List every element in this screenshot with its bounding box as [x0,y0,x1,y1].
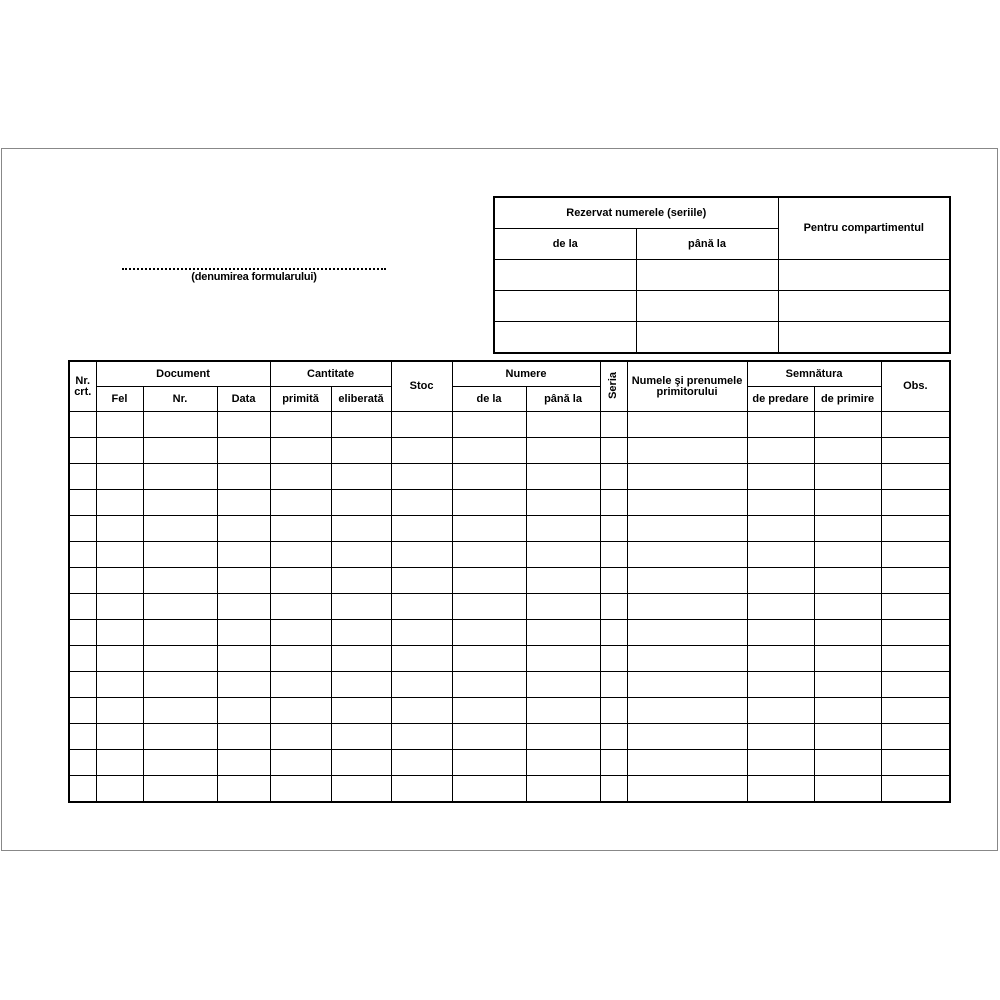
table-cell[interactable] [217,464,270,490]
table-cell[interactable] [69,776,96,803]
table-cell[interactable] [627,724,747,750]
table-cell[interactable] [217,490,270,516]
table-cell[interactable] [96,594,143,620]
table-cell[interactable] [452,412,526,438]
table-cell[interactable] [814,438,881,464]
table-cell[interactable] [96,568,143,594]
table-cell[interactable] [331,750,391,776]
table-cell[interactable] [217,568,270,594]
table-cell[interactable] [747,646,814,672]
table-row [69,698,950,724]
de-primire-header: de primire [814,387,881,412]
table-cell[interactable] [627,464,747,490]
table-cell[interactable] [600,750,627,776]
table-cell[interactable] [881,750,950,776]
table-cell[interactable] [747,620,814,646]
doc-fel-header: Fel [96,387,143,412]
table-row [69,542,950,568]
table-cell[interactable] [494,322,636,354]
table-cell[interactable] [600,464,627,490]
table-cell[interactable] [270,646,331,672]
table-cell[interactable] [452,568,526,594]
table-cell[interactable] [881,672,950,698]
table-cell[interactable] [217,646,270,672]
table-row [69,620,950,646]
table-cell[interactable] [69,672,96,698]
table-cell[interactable] [627,490,747,516]
table-row [69,490,950,516]
table-cell[interactable] [270,412,331,438]
table-cell[interactable] [881,412,950,438]
table-cell[interactable] [143,594,217,620]
document-header: Document [96,361,270,387]
table-cell[interactable] [96,542,143,568]
table-cell[interactable] [217,412,270,438]
table-cell[interactable] [600,516,627,542]
table-cell[interactable] [331,568,391,594]
table-cell[interactable] [217,438,270,464]
table-cell[interactable] [814,594,881,620]
table-cell[interactable] [69,646,96,672]
form-name-label: (denumirea formularului) [191,271,317,283]
table-cell[interactable] [526,646,600,672]
table-cell[interactable] [331,490,391,516]
table-cell[interactable] [331,464,391,490]
table-cell[interactable] [391,672,452,698]
table-cell[interactable] [270,724,331,750]
stoc-header: Stoc [391,361,452,412]
table-cell[interactable] [600,542,627,568]
table-row [69,568,950,594]
table-cell[interactable] [600,568,627,594]
table-cell[interactable] [270,594,331,620]
table-cell[interactable] [143,568,217,594]
table-cell[interactable] [69,620,96,646]
table-cell[interactable] [69,438,96,464]
table-cell[interactable] [391,464,452,490]
table-cell[interactable] [526,438,600,464]
table-cell[interactable] [627,620,747,646]
table-cell[interactable] [69,594,96,620]
semnatura-header: Semnătura [747,361,881,387]
table-cell[interactable] [814,490,881,516]
table-cell[interactable] [96,750,143,776]
table-cell[interactable] [270,516,331,542]
table-cell[interactable] [452,620,526,646]
table-cell[interactable] [600,620,627,646]
table-cell[interactable] [881,594,950,620]
table-cell[interactable] [69,516,96,542]
table-cell[interactable] [331,620,391,646]
table-cell[interactable] [143,620,217,646]
table-cell[interactable] [217,672,270,698]
form-name-field [122,268,386,283]
table-cell[interactable] [526,464,600,490]
table-cell[interactable] [600,438,627,464]
table-cell[interactable] [391,620,452,646]
table-cell[interactable] [331,542,391,568]
table-cell[interactable] [391,698,452,724]
table-cell[interactable] [331,698,391,724]
table-cell[interactable] [747,464,814,490]
reserve-row [494,260,950,291]
table-cell[interactable] [96,776,143,803]
table-cell[interactable] [96,724,143,750]
table-cell[interactable] [814,776,881,803]
table-cell[interactable] [526,594,600,620]
numere-to-header: până la [526,387,600,412]
table-cell[interactable] [331,646,391,672]
table-cell[interactable] [452,646,526,672]
table-cell[interactable] [96,620,143,646]
table-cell[interactable] [69,750,96,776]
table-cell[interactable] [814,464,881,490]
table-cell[interactable] [452,724,526,750]
table-cell[interactable] [600,594,627,620]
table-cell[interactable] [391,594,452,620]
table-cell[interactable] [217,698,270,724]
table-cell[interactable] [217,542,270,568]
table-cell[interactable] [747,724,814,750]
numere-header: Numere [452,361,600,387]
table-cell[interactable] [270,672,331,698]
table-cell[interactable] [331,438,391,464]
table-cell[interactable] [270,698,331,724]
table-cell[interactable] [814,412,881,438]
seria-header [600,361,627,412]
table-cell[interactable] [627,516,747,542]
table-cell[interactable] [452,698,526,724]
table-cell[interactable] [627,438,747,464]
table-cell[interactable] [96,646,143,672]
table-cell[interactable] [391,724,452,750]
table-cell[interactable] [96,672,143,698]
register-table [68,360,951,803]
table-cell[interactable] [814,698,881,724]
table-cell[interactable] [600,672,627,698]
table-cell[interactable] [452,516,526,542]
table-cell[interactable] [600,698,627,724]
table-cell[interactable] [627,672,747,698]
table-cell[interactable] [881,464,950,490]
table-row [69,646,950,672]
table-cell[interactable] [270,776,331,803]
table-cell[interactable] [636,322,778,354]
table-cell[interactable] [96,516,143,542]
table-cell[interactable] [96,412,143,438]
table-cell[interactable] [814,672,881,698]
table-cell[interactable] [331,594,391,620]
table-cell[interactable] [217,776,270,803]
table-cell[interactable] [452,672,526,698]
table-cell[interactable] [69,724,96,750]
table-cell[interactable] [270,750,331,776]
obs-header: Obs. [881,361,950,412]
table-cell[interactable] [217,516,270,542]
table-cell[interactable] [747,438,814,464]
table-cell[interactable] [270,620,331,646]
table-cell[interactable] [526,776,600,803]
table-cell[interactable] [627,568,747,594]
table-cell[interactable] [217,724,270,750]
table-cell[interactable] [331,516,391,542]
table-cell[interactable] [494,260,636,291]
table-cell[interactable] [391,542,452,568]
table-cell[interactable] [627,750,747,776]
table-cell[interactable] [526,516,600,542]
table-cell[interactable] [143,412,217,438]
table-cell[interactable] [143,490,217,516]
table-cell[interactable] [747,542,814,568]
table-cell[interactable] [270,464,331,490]
table-cell[interactable] [143,698,217,724]
table-cell[interactable] [814,516,881,542]
table-cell[interactable] [217,750,270,776]
table-cell[interactable] [143,724,217,750]
cantitate-header: Cantitate [270,361,391,387]
table-cell[interactable] [747,698,814,724]
table-cell[interactable] [747,594,814,620]
table-row [69,776,950,803]
table-cell[interactable] [526,724,600,750]
table-cell[interactable] [391,412,452,438]
doc-nr-header: Nr. [143,387,217,412]
reserved-from-header: de la [494,229,636,260]
table-cell[interactable] [814,750,881,776]
reserve-row [494,322,950,354]
table-cell[interactable] [526,568,600,594]
table-row [69,594,950,620]
table-cell[interactable] [627,776,747,803]
table-cell[interactable] [600,776,627,803]
table-cell[interactable] [778,291,950,322]
nr-crt-header: Nr. crt. [69,361,96,412]
table-cell[interactable] [747,516,814,542]
table-cell[interactable] [270,542,331,568]
table-cell[interactable] [96,464,143,490]
table-cell[interactable] [600,724,627,750]
table-cell[interactable] [270,568,331,594]
department-header: Pentru compartimentul [778,197,950,260]
table-cell[interactable] [600,490,627,516]
table-cell[interactable] [636,260,778,291]
table-cell[interactable] [270,438,331,464]
table-cell[interactable] [96,438,143,464]
table-cell[interactable] [69,698,96,724]
table-cell[interactable] [143,750,217,776]
table-cell[interactable] [600,412,627,438]
table-cell[interactable] [881,724,950,750]
doc-data-header: Data [217,387,270,412]
table-cell[interactable] [217,620,270,646]
table-cell[interactable] [96,490,143,516]
table-cell[interactable] [452,594,526,620]
table-cell[interactable] [331,412,391,438]
table-cell[interactable] [391,490,452,516]
table-cell[interactable] [526,672,600,698]
table-cell[interactable] [217,594,270,620]
table-row [69,750,950,776]
numele-header: Numele şi prenumele primitorului [627,361,747,412]
table-cell[interactable] [627,594,747,620]
table-cell[interactable] [391,750,452,776]
table-cell[interactable] [881,646,950,672]
table-cell[interactable] [778,322,950,354]
table-cell[interactable] [143,672,217,698]
table-cell[interactable] [636,291,778,322]
table-cell[interactable] [452,490,526,516]
reserved-to-header: până la [636,229,778,260]
table-cell[interactable] [814,620,881,646]
table-cell[interactable] [391,516,452,542]
table-cell[interactable] [494,291,636,322]
table-row [69,464,950,490]
de-predare-header: de predare [747,387,814,412]
table-cell[interactable] [391,568,452,594]
table-cell[interactable] [778,260,950,291]
table-cell[interactable] [96,698,143,724]
reserved-numbers-title: Rezervat numerele (seriile) [494,197,778,229]
table-cell[interactable] [627,542,747,568]
table-cell[interactable] [391,438,452,464]
eliberata-header: eliberată [331,387,391,412]
table-cell[interactable] [270,490,331,516]
table-cell[interactable] [526,620,600,646]
table-cell[interactable] [452,750,526,776]
table-cell[interactable] [814,724,881,750]
table-cell[interactable] [881,776,950,803]
table-cell[interactable] [143,438,217,464]
seria-label: Seria [607,371,620,399]
table-cell[interactable] [526,750,600,776]
table-row [69,672,950,698]
table-cell[interactable] [526,542,600,568]
table-cell[interactable] [747,776,814,803]
table-cell[interactable] [69,568,96,594]
table-cell[interactable] [143,646,217,672]
table-cell[interactable] [627,646,747,672]
primita-header: primită [270,387,331,412]
table-cell[interactable] [143,516,217,542]
table-cell[interactable] [747,568,814,594]
table-cell[interactable] [391,776,452,803]
table-cell[interactable] [452,438,526,464]
table-row [69,724,950,750]
table-cell[interactable] [881,542,950,568]
table-cell[interactable] [627,412,747,438]
table-cell[interactable] [452,464,526,490]
table-cell[interactable] [69,542,96,568]
table-row [69,438,950,464]
table-cell[interactable] [69,464,96,490]
table-cell[interactable] [143,776,217,803]
table-cell[interactable] [331,776,391,803]
table-cell[interactable] [600,646,627,672]
table-cell[interactable] [452,776,526,803]
table-cell[interactable] [881,490,950,516]
table-cell[interactable] [814,568,881,594]
table-cell[interactable] [69,412,96,438]
table-cell[interactable] [143,542,217,568]
table-cell[interactable] [331,672,391,698]
table-cell[interactable] [143,464,217,490]
reserved-numbers-table [493,196,951,354]
table-cell[interactable] [881,516,950,542]
table-cell[interactable] [747,490,814,516]
table-cell[interactable] [526,490,600,516]
table-cell[interactable] [452,542,526,568]
table-cell[interactable] [814,542,881,568]
table-cell[interactable] [526,412,600,438]
table-cell[interactable] [69,490,96,516]
table-cell[interactable] [391,646,452,672]
table-cell[interactable] [881,698,950,724]
table-row [69,516,950,542]
table-cell[interactable] [881,620,950,646]
table-cell[interactable] [526,698,600,724]
table-cell[interactable] [881,438,950,464]
table-row [69,412,950,438]
table-cell[interactable] [814,646,881,672]
table-cell[interactable] [747,412,814,438]
reserve-row [494,291,950,322]
table-cell[interactable] [747,672,814,698]
table-cell[interactable] [627,698,747,724]
numere-from-header: de la [452,387,526,412]
table-cell[interactable] [747,750,814,776]
table-cell[interactable] [881,568,950,594]
table-cell[interactable] [331,724,391,750]
form-name-dotted-line [122,268,386,270]
